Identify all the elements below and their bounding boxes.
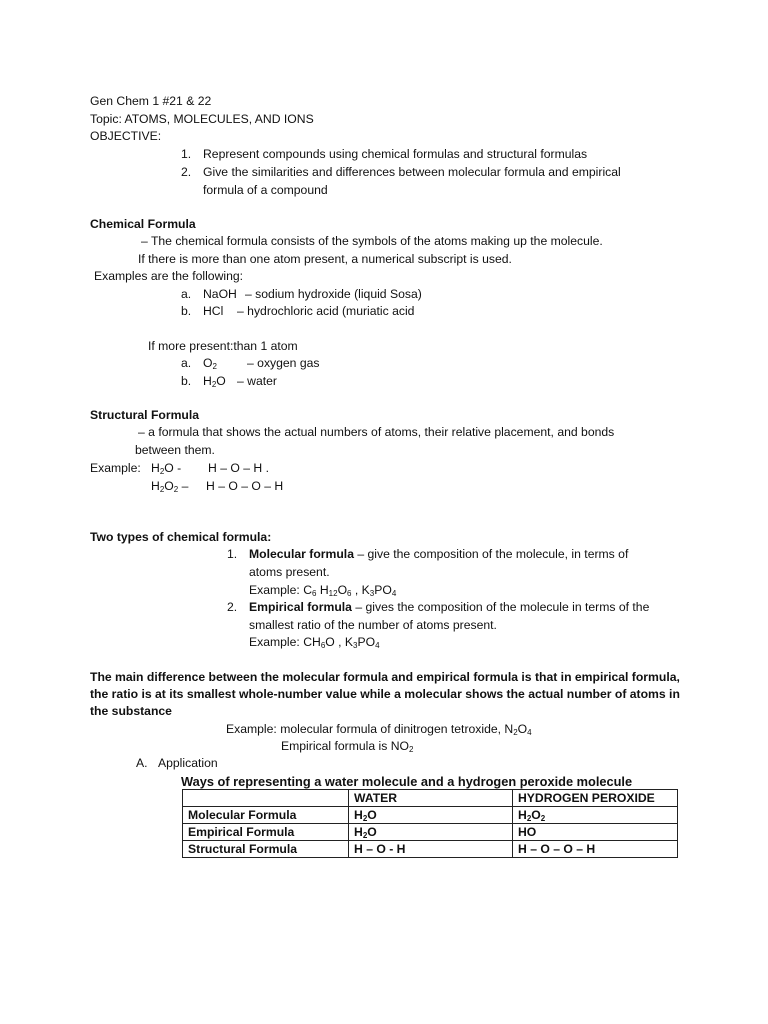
water-molecular-formula: $H_2O$ -	[151, 461, 182, 476]
table-row	[183, 841, 678, 858]
peroxide-molecular-cell: $H_2O_2$	[513, 807, 678, 824]
table-row	[183, 824, 678, 841]
oxygen-formula: $O_2$	[203, 356, 217, 371]
topic-line: Topic: ATOMS, MOLECULES, AND IONS	[90, 112, 314, 126]
examples-intro: Examples are the following:	[94, 269, 244, 283]
example-b-desc: – hydrochloric acid (muriatic acid	[237, 304, 415, 318]
water-structural-formula: H – O – H .	[208, 461, 269, 475]
table-title: Ways of representing a water molecule and a hydrogen peroxide molecule	[181, 774, 633, 789]
representation-table	[182, 789, 678, 858]
table-header-row	[183, 790, 678, 807]
type-2-number: 2.	[227, 600, 238, 614]
type-2-definition: Empirical formula – gives the composition of the molecule in terms of the	[249, 600, 650, 614]
row-label-structural: Structural Formula	[183, 841, 349, 858]
difference-line-2: the ratio is at its smallest whole-number value while a molecular shows the actual number of atoms in	[90, 687, 680, 701]
table-header-blank	[183, 790, 349, 807]
water-desc: – water	[237, 374, 277, 388]
type-1-example: Example: $C_6$ $H_{12}O_6$ , $K_3PO_4$	[249, 583, 397, 598]
peroxide-empirical-cell: HO	[513, 824, 678, 841]
difference-line-1: The main difference between the molecular formula and empirical formula is that in empirical formula,	[90, 670, 680, 684]
example-a-letter: a.	[181, 287, 192, 301]
course-title: Gen Chem 1 #21 & 22	[90, 94, 212, 108]
objective-2-number: 2.	[181, 165, 192, 179]
two-types-heading: Two types of chemical formula:	[90, 530, 272, 544]
water-molecular-cell: $H_2O$	[349, 807, 513, 824]
table-header-peroxide: HYDROGEN PEROXIDE	[513, 790, 678, 807]
water-structural-cell: H – O - H	[349, 841, 513, 858]
example-b-letter: b.	[181, 304, 192, 318]
type-1-definition-cont: atoms present.	[249, 565, 330, 579]
objective-1-number: 1.	[181, 147, 192, 161]
example-b-formula: HCl	[203, 304, 224, 318]
objective-2-text: Give the similarities and differences between molecular formula and empirical	[203, 165, 621, 179]
table-row	[183, 807, 678, 824]
type-2-definition-cont: smallest ratio of the number of atoms present.	[249, 618, 497, 632]
application-label: Application	[158, 756, 218, 770]
more-present-intro: If more present:than 1 atom	[148, 339, 298, 353]
water-formula: $H_2O$	[203, 374, 226, 389]
more-example-a-letter: a.	[181, 356, 192, 370]
example-a-formula: NaOH	[203, 287, 237, 301]
chemical-formula-heading: Chemical Formula	[90, 217, 196, 231]
dinitrogen-example: Example: molecular formula of dinitrogen tetroxide, $N_2O_4$	[226, 722, 532, 737]
water-empirical-cell: $H_2O$	[349, 824, 513, 841]
oxygen-desc: – oxygen gas	[247, 356, 320, 370]
type-2-example: Example: $CH_6O$ , $K_3PO_4$	[249, 635, 380, 650]
objective-1-text: Represent compounds using chemical formulas and structural formulas	[203, 147, 588, 161]
chemical-formula-def-1: – The chemical formula consists of the symbols of the atoms making up the molecule.	[141, 234, 603, 248]
row-label-molecular: Molecular Formula	[183, 807, 349, 824]
more-example-b-letter: b.	[181, 374, 192, 388]
structural-formula-heading: Structural Formula	[90, 408, 200, 422]
application-letter: A.	[136, 756, 148, 770]
peroxide-molecular-formula: $H_2O_2$ –	[151, 479, 189, 494]
type-1-number: 1.	[227, 547, 238, 561]
peroxide-structural-cell: H – O – O – H	[513, 841, 678, 858]
structural-formula-def-1: – a formula that shows the actual numbers of atoms, their relative placement, and bonds	[138, 425, 615, 439]
objective-label: OBJECTIVE:	[90, 129, 162, 143]
example-a-desc: – sodium hydroxide (liquid Sosa)	[245, 287, 422, 301]
structural-formula-def-2: between them.	[135, 443, 215, 457]
difference-line-3: the substance	[90, 704, 172, 718]
objective-2-text-cont: formula of a compound	[203, 183, 328, 197]
structural-example-label: Example:	[90, 461, 141, 475]
row-label-empirical: Empirical Formula	[183, 824, 349, 841]
chemical-formula-def-2: If there is more than one atom present, a numerical subscript is used.	[138, 252, 512, 266]
type-1-definition: Molecular formula – give the composition of the molecule, in terms of	[249, 547, 629, 561]
peroxide-structural-formula: H – O – O – H	[206, 479, 284, 493]
empirical-example: Empirical formula is $NO_2$	[281, 739, 414, 754]
table-header-water: WATER	[349, 790, 513, 807]
